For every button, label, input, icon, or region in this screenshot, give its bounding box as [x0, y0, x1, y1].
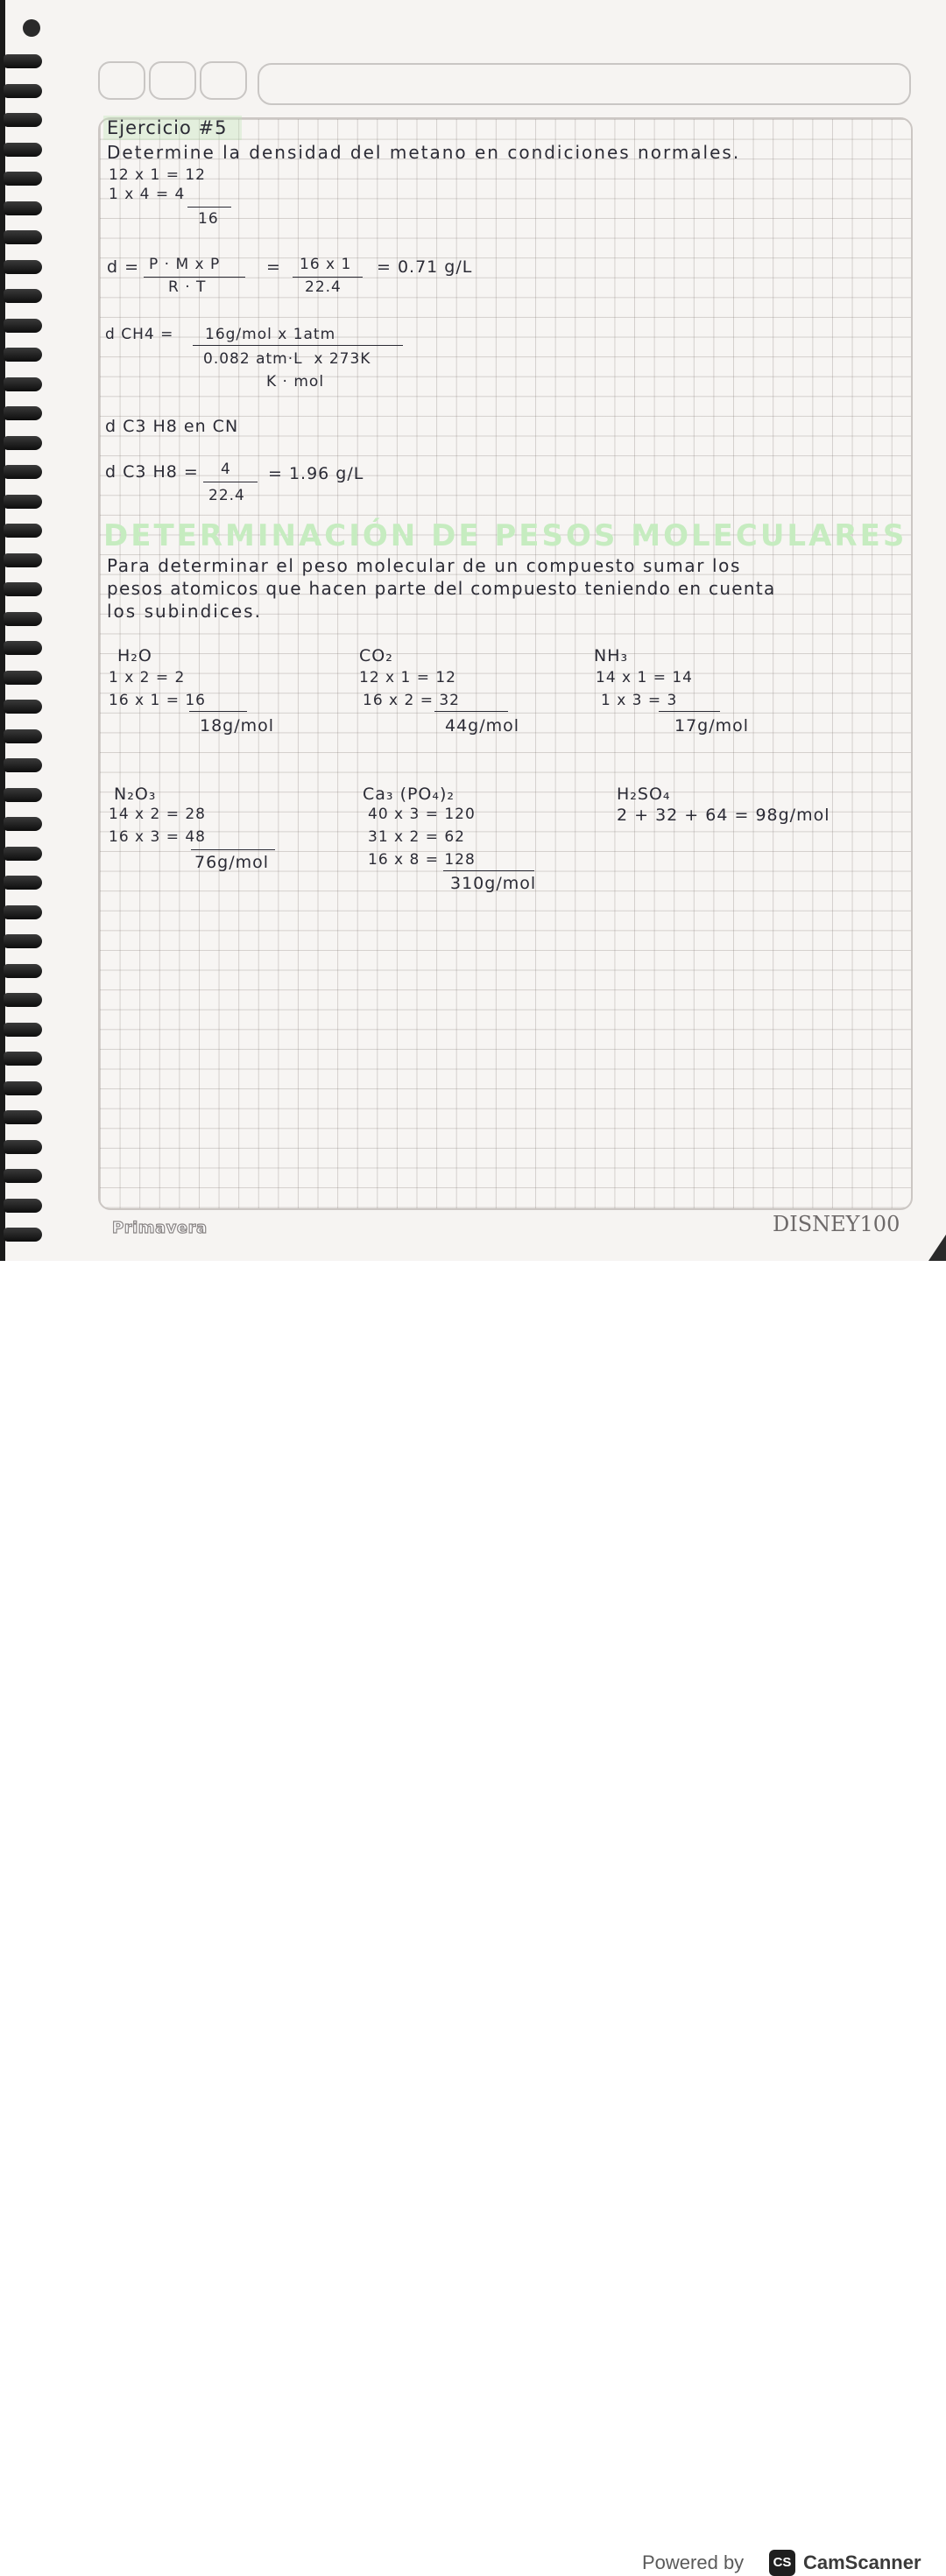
spiral-ring — [4, 113, 42, 127]
camscanner-name: CamScanner — [803, 2551, 921, 2573]
formula-denominator-2: 22.4 — [305, 278, 342, 296]
compound-line: 1 x 2 = 2 — [109, 669, 186, 686]
compound-total: 44g/mol — [445, 716, 520, 735]
punch-hole — [23, 19, 40, 37]
section-text-line-1: Para determinar el peso molecular de un compuesto sumar los — [107, 555, 742, 576]
spiral-ring — [4, 671, 42, 685]
formula-left: d = — [107, 257, 140, 277]
dc3h8-numerator: 4 — [221, 461, 231, 478]
notebook-page — [0, 0, 946, 1261]
fraction-line — [144, 277, 245, 278]
dch4-denominator-units: K · mol — [266, 373, 325, 391]
spiral-ring — [4, 201, 42, 215]
compound-line: 16 x 2 = 32 — [363, 692, 460, 709]
compound-line: 16 x 8 = 128 — [368, 851, 476, 869]
mass-line-1: 12 x 1 = 12 — [109, 166, 206, 184]
sum-line — [189, 711, 247, 712]
spiral-ring — [4, 817, 42, 831]
formula-equals: = — [266, 257, 281, 277]
sum-line — [187, 207, 231, 208]
compound-total: 310g/mol — [450, 874, 537, 893]
spiral-ring — [4, 964, 42, 978]
spiral-ring — [4, 612, 42, 626]
spiral-ring — [4, 553, 42, 567]
primavera-logo: Primavera — [112, 1219, 208, 1237]
compound-name: Ca₃ (PO₄)₂ — [363, 785, 455, 804]
section-heading: DETERMINACIÓN DE PESOS MOLECULARES — [103, 518, 907, 553]
compound-line: 12 x 1 = 12 — [359, 669, 456, 686]
spiral-ring — [4, 641, 42, 655]
spiral-ring — [4, 788, 42, 802]
spiral-ring — [4, 260, 42, 274]
powered-by-text: Powered by — [642, 2551, 745, 2573]
spiral-ring — [4, 1228, 42, 1242]
compound-total: 17g/mol — [674, 716, 750, 735]
exercise-prompt: Determine la densidad del metano en condiciones normales. — [107, 142, 741, 163]
spiral-ring — [4, 1110, 42, 1124]
binding-wire — [0, 0, 5, 1261]
compound-name: CO₂ — [359, 646, 393, 665]
compound-total: 18g/mol — [200, 716, 275, 735]
spiral-ring — [4, 230, 42, 244]
fraction-line-3 — [193, 345, 403, 346]
formula-result: = 0.71 g/L — [377, 257, 473, 277]
spiral-ring — [4, 1199, 42, 1213]
grid-paper — [98, 117, 913, 1210]
spiral-ring — [4, 524, 42, 538]
spiral-ring — [4, 465, 42, 479]
spiral-ring — [4, 700, 42, 714]
formula-numerator-2: 16 x 1 — [300, 256, 352, 273]
spiral-ring — [4, 1081, 42, 1095]
dch4-numerator: 16g/mol x 1atm — [205, 326, 336, 343]
spiral-ring — [4, 406, 42, 420]
sum-line — [659, 711, 720, 712]
compound-line: 40 x 3 = 120 — [368, 806, 476, 823]
spiral-ring — [4, 1169, 42, 1183]
exercise-title: Ejercicio #5 — [107, 117, 228, 138]
compound-line: 14 x 1 = 14 — [596, 669, 693, 686]
dc3h8-label: d C3 H8 en CN — [105, 417, 239, 436]
spiral-ring — [4, 847, 42, 861]
spiral-ring — [4, 582, 42, 596]
spiral-ring — [4, 1052, 42, 1066]
compound-line: 14 x 2 = 28 — [109, 806, 206, 823]
disney100-logo: DISNEY100 — [773, 1212, 900, 1236]
compound-line: 31 x 2 = 62 — [368, 828, 465, 846]
spiral-ring — [4, 348, 42, 362]
spiral-ring — [4, 84, 42, 98]
header-box-2 — [149, 61, 196, 100]
sum-line — [443, 870, 534, 871]
compound-line: 16 x 1 = 16 — [109, 692, 206, 709]
spiral-ring — [4, 934, 42, 948]
dch4-denominator: 0.082 atm·L x 273K — [203, 350, 371, 368]
section-text-line-2: pesos atomicos que hacen parte del compuesto teniendo en cuenta — [107, 578, 776, 599]
compound-line: 1 x 3 = 3 — [601, 692, 678, 709]
spiral-ring — [4, 495, 42, 509]
dch4-label: d CH4 = — [105, 326, 174, 343]
spiral-ring — [4, 876, 42, 890]
compound-line: 2 + 32 + 64 = 98g/mol — [617, 806, 830, 825]
spiral-ring — [4, 143, 42, 157]
compound-name: NH₃ — [594, 646, 629, 665]
formula-numerator: P · M x P — [149, 256, 221, 273]
header-box-3 — [200, 61, 247, 100]
header-title-bar — [258, 63, 911, 105]
dc3h8-denominator: 22.4 — [208, 487, 245, 504]
header-box-1 — [98, 61, 145, 100]
spiral-ring — [4, 905, 42, 919]
dc3h8-result: = 1.96 g/L — [268, 464, 364, 483]
spiral-binding — [0, 0, 53, 1261]
dc3h8-eq-label: d C3 H8 = — [105, 462, 199, 482]
spiral-ring — [4, 319, 42, 333]
spiral-ring — [4, 172, 42, 186]
spiral-ring — [4, 289, 42, 303]
spiral-ring — [4, 436, 42, 450]
scanner-footer — [0, 1261, 946, 2573]
mass-line-2: 1 x 4 = 4 — [109, 186, 186, 203]
spiral-ring — [4, 377, 42, 391]
formula-denominator: R · T — [168, 278, 207, 296]
fraction-line-2 — [293, 277, 363, 278]
spiral-ring — [4, 758, 42, 772]
spiral-ring — [4, 1140, 42, 1154]
compound-name: N₂O₃ — [114, 785, 157, 804]
spiral-ring — [4, 54, 42, 68]
spiral-ring — [4, 729, 42, 743]
section-text-line-3: los subindices. — [107, 601, 262, 622]
spiral-ring — [4, 1023, 42, 1037]
compound-total: 76g/mol — [194, 853, 270, 872]
mass-total: 16 — [198, 210, 219, 228]
compound-line: 16 x 3 = 48 — [109, 828, 206, 846]
compound-name: H₂SO₄ — [617, 785, 671, 804]
sum-line — [191, 849, 275, 850]
spiral-ring — [4, 993, 42, 1007]
camscanner-icon: CS — [769, 2550, 795, 2576]
compound-name: H₂O — [117, 646, 152, 665]
sum-line — [434, 711, 508, 712]
